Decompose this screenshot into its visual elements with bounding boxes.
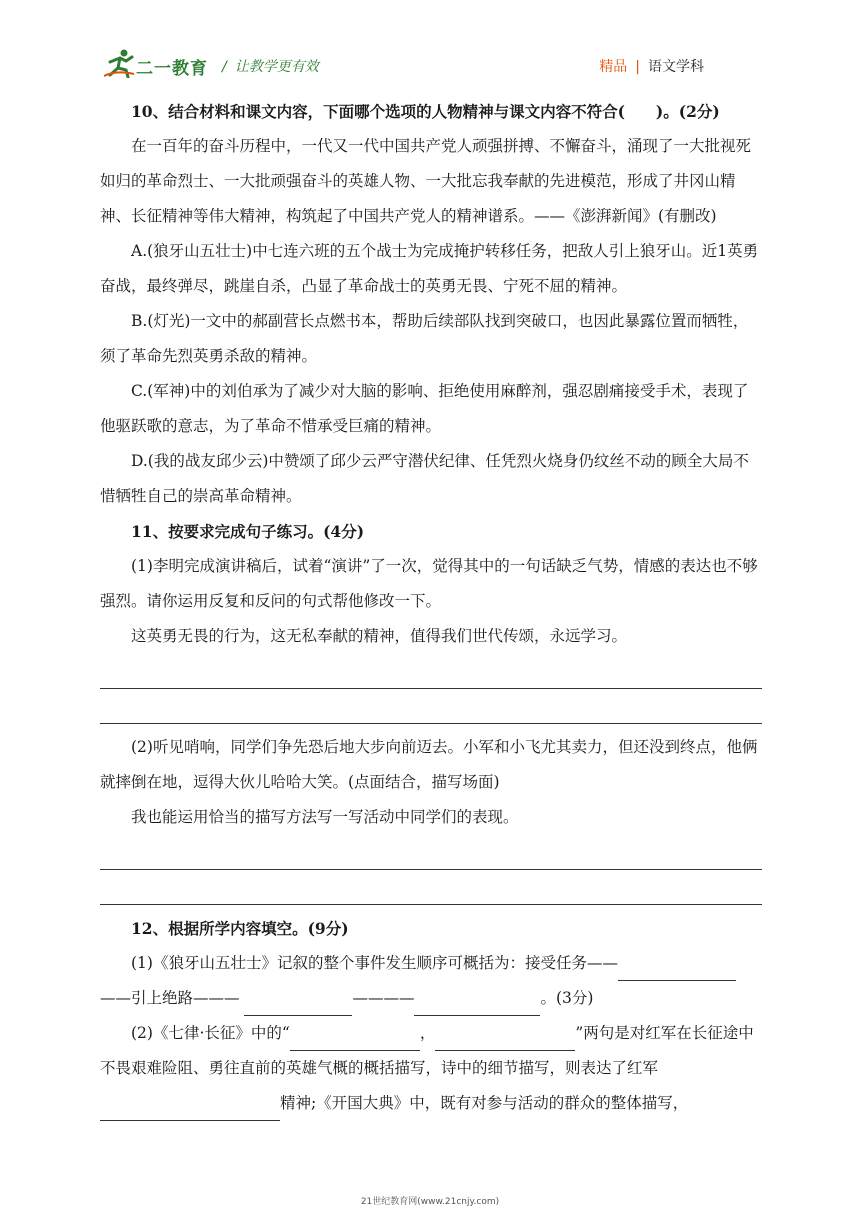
slogan-slash: / xyxy=(222,59,227,75)
runner-logo-icon xyxy=(104,48,136,78)
q12-part2 xyxy=(100,1016,762,1121)
q11-part1: (1)李明完成演讲稿后，试着“演讲”了一次，觉得其中的一句话缺乏气势，情感的表达也不够强烈。请你运用反复和反问的句式帮他修改一下。 xyxy=(100,557,758,610)
q12-part1-text-d: 。(3分) xyxy=(540,989,594,1007)
document-body xyxy=(100,94,762,1121)
header-tags xyxy=(599,56,704,76)
slogan xyxy=(222,56,319,76)
q12-part1-text-a: (1)《狼牙山五壮士》记叙的整个事件发生顺序可概括为：接受任务—— xyxy=(131,954,618,972)
q11-sentence: 这英勇无畏的行为，这无私奉献的精神，值得我们世代传颂，永远学习。 xyxy=(131,627,628,645)
q10-option-c: C.(军神)中的刘伯承为了减少对大脑的影响、拒绝使用麻醉剂，强忍剧痛接受手术，表现了他驱跃歌的意志，为了革命不惜承受巨痛的精神。 xyxy=(100,382,749,435)
fill-blank[interactable] xyxy=(290,1026,420,1051)
q11-part2: (2)听见哨响，同学们争先恐后地大步向前迈去。小军和小飞尤其卖力，但还没到终点，他俩就摔倒在地，逗得大伙儿哈哈大笑。(点面结合，描写场面) xyxy=(100,738,758,791)
q12-part2-text-a: (2)《七律·长征》中的“ xyxy=(131,1024,290,1042)
page-footer: 21世纪教育网(www.21cnjy.com) xyxy=(360,1197,500,1207)
fill-blank[interactable] xyxy=(244,991,352,1016)
q12-part1 xyxy=(100,946,762,1016)
q12-part1-text-b: ——引上绝路——— xyxy=(100,989,240,1007)
q10-option-d: D.(我的战友邱少云)中赞颂了邱少云严守潜伏纪律、任凭烈火烧身仍纹丝不动的顾全大局不惜牺牲自己的崇高革命精神。 xyxy=(100,452,749,505)
q11-prompt2: 我也能运用恰当的描写方法写一写活动中同学们的表现。 xyxy=(131,808,519,826)
tag-separator: | xyxy=(635,59,640,75)
q12-part2-text-c: ”两句是对红军在长征途中不畏艰难险阻、勇往直前的英雄气概的概括描写，诗中的细节描写，则表达了红军 xyxy=(100,1024,754,1077)
slogan-text: 让教学更有效 xyxy=(234,59,319,75)
q12-part1-text-c: ———— xyxy=(352,989,415,1007)
answer-line[interactable] xyxy=(100,870,762,905)
q12-stem: 12、根据所学内容填空。(9分) xyxy=(131,919,349,938)
answer-line[interactable] xyxy=(100,654,762,689)
answer-line[interactable] xyxy=(100,835,762,870)
q10-option-b: B.(灯光)一文中的郝副营长点燃书本，帮助后续部队找到突破口，也因此暴露位置而牺牲，须了革命先烈英勇杀敌的精神。 xyxy=(100,312,749,365)
fill-blank[interactable] xyxy=(435,1026,575,1051)
q12-part2-text-d: 精神;《开国大典》中，既有对参与活动的群众的整体描写， xyxy=(280,1094,689,1112)
fill-blank[interactable] xyxy=(100,1096,280,1121)
page-header xyxy=(100,48,760,88)
q10-option-a: A.(狼牙山五壮士)中七连六班的五个战士为完成掩护转移任务，把敌人引上狼牙山。近1英勇奋战，最终弹尽，跳崖自杀，凸显了革命战士的英勇无畏、宁死不屈的精神。 xyxy=(100,242,759,295)
fill-blank[interactable] xyxy=(696,956,736,981)
fill-blank[interactable] xyxy=(618,956,696,981)
subject-tag: 语文学科 xyxy=(648,59,704,75)
answer-line[interactable] xyxy=(100,689,762,724)
fill-blank[interactable] xyxy=(414,991,540,1016)
q10-material: 在一百年的奋斗历程中，一代又一代中国共产党人顽强拼搏、不懈奋斗，涌现了一大批视死如归的革命烈士、一大批顽强奋斗的英雄人物、一大批忘我奉献的先进模范，形成了井冈山精神、长征精神等伟大精神，构筑起了中国共产党人的精神谱系。——《澎湃新闻》(有删改) xyxy=(100,137,752,225)
q11-stem: 11、按要求完成句子练习。(4分) xyxy=(131,522,365,541)
logo-text: 二一教育 xyxy=(136,59,208,79)
q12-part2-text-b: ， xyxy=(419,1024,436,1042)
q10-stem: 10、结合材料和课文内容，下面哪个选项的人物精神与课文内容不符合( )。(2分) xyxy=(131,102,720,121)
quality-tag: 精品 xyxy=(599,59,628,75)
